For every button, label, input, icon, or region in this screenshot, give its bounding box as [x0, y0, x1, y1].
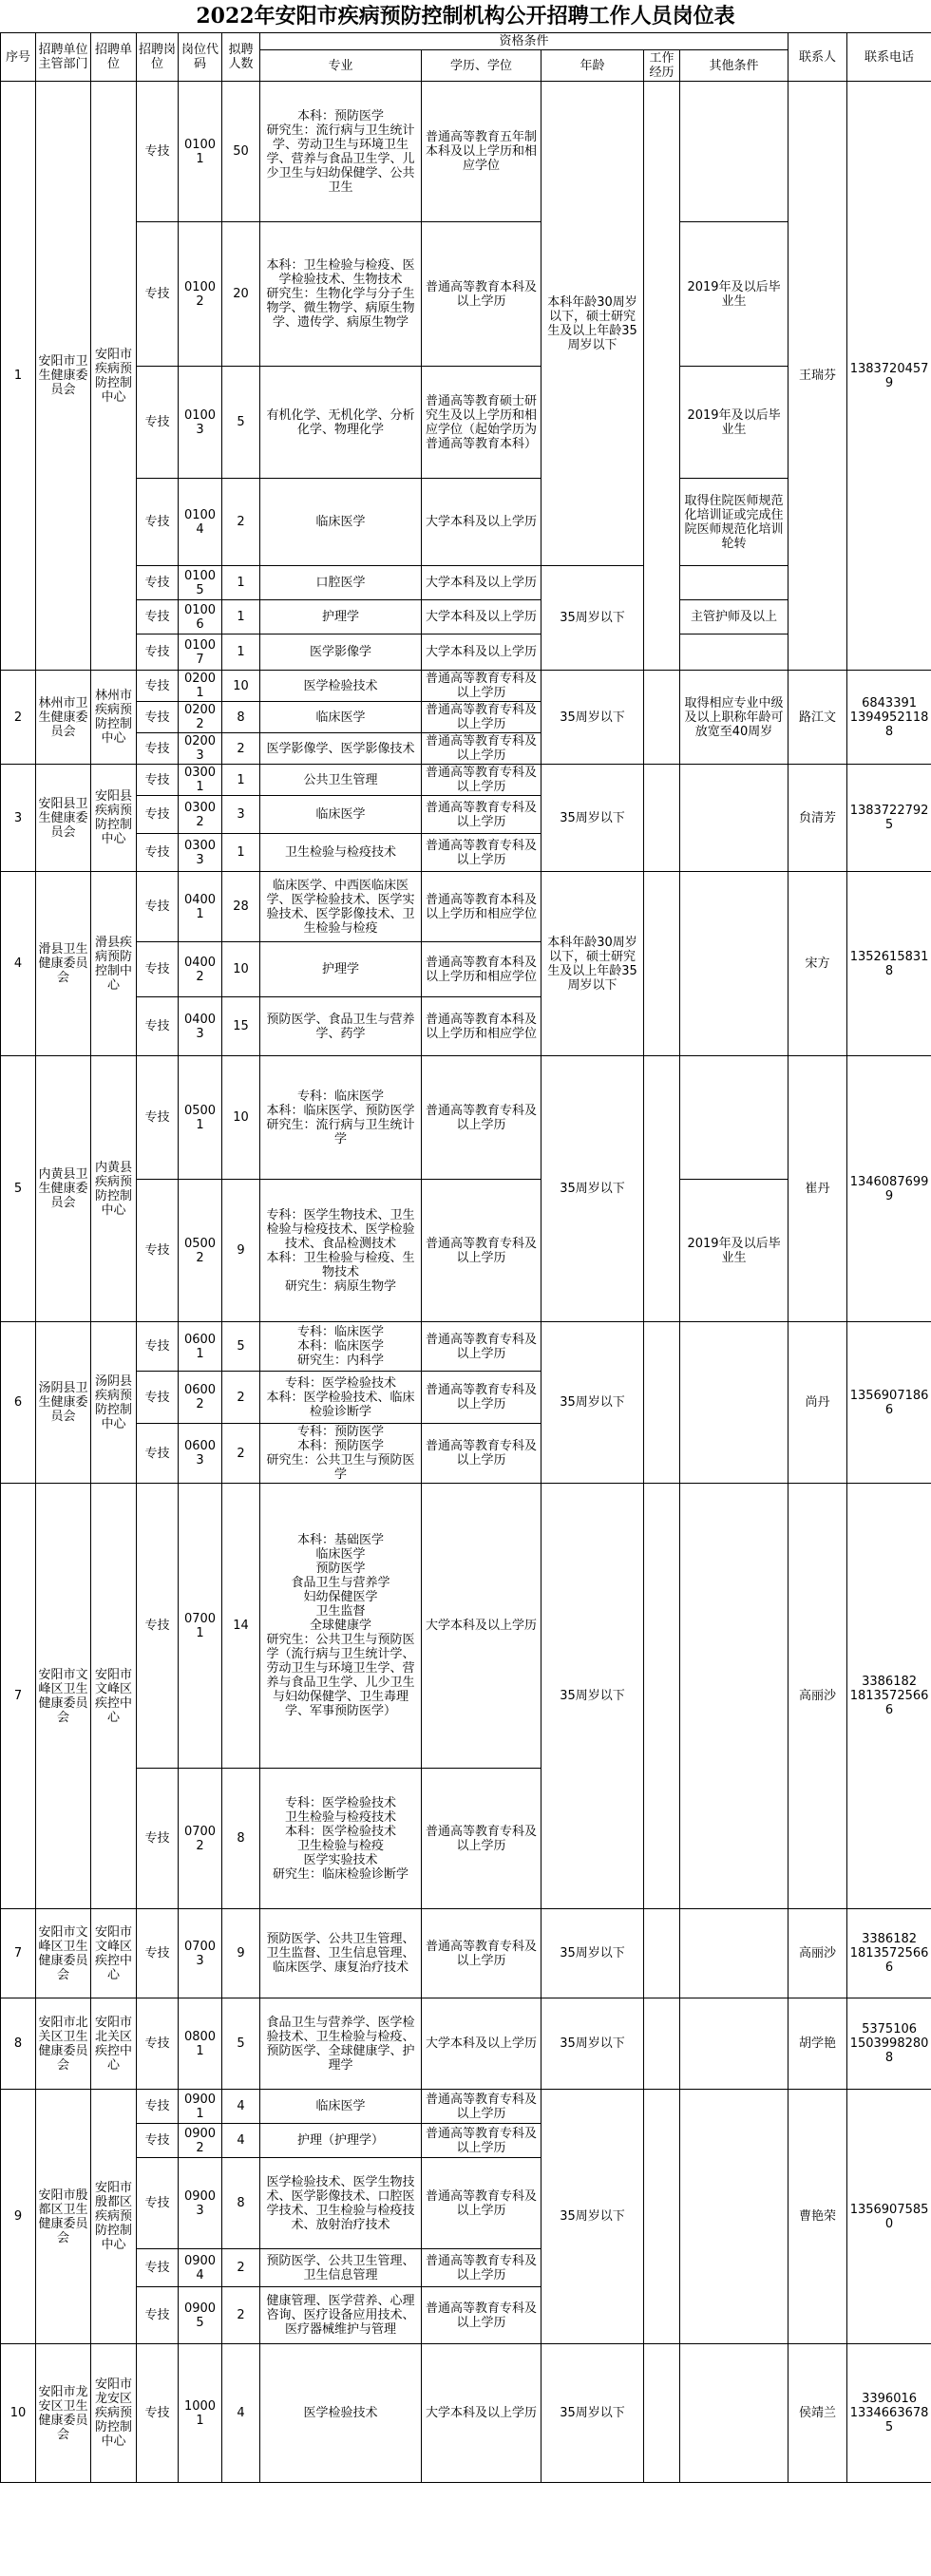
code-cell: 10001 [179, 2344, 222, 2483]
experience-cell [644, 765, 680, 872]
post-cell: 专技 [137, 796, 179, 834]
post-cell: 专技 [137, 1180, 179, 1322]
experience-cell [644, 82, 680, 671]
experience-cell [644, 2344, 680, 2483]
other-conditions-cell: 2019年及以后毕业生 [680, 222, 788, 367]
unit-cell: 内黄县疾病预防控制中心 [91, 1056, 137, 1322]
other-conditions-cell: 取得相应专业中级及以上职称年龄可放宽至40周岁 [680, 671, 788, 765]
phone-cell: 3396016 13346636785 [847, 2344, 931, 2483]
age-cell: 35周岁以下 [542, 1998, 644, 2090]
contact-cell: 尚丹 [788, 1322, 847, 1484]
code-cell: 01007 [179, 635, 222, 671]
age-cell: 本科年龄30周岁以下，硕士研究生及以上年龄35周岁以下 [542, 82, 644, 566]
phone-cell: 13569075850 [847, 2090, 931, 2344]
edu-cell: 普通高等教育本科及以上学历和相应学位 [422, 997, 542, 1056]
code-cell: 07001 [179, 1484, 222, 1769]
code-cell: 06002 [179, 1372, 222, 1424]
age-cell: 35周岁以下 [542, 671, 644, 765]
post-cell: 专技 [137, 82, 179, 222]
num-cell: 14 [222, 1484, 260, 1769]
table-row [1, 765, 931, 796]
unit-cell: 安阳市龙安区疾病预防控制中心 [91, 2344, 137, 2483]
header-post: 招聘岗位 [137, 33, 179, 82]
code-cell: 04002 [179, 942, 222, 997]
major-cell: 医学检验技术 [260, 671, 422, 702]
dept-cell: 汤阴县卫生健康委员会 [36, 1322, 91, 1484]
experience-cell [644, 1322, 680, 1484]
seq-cell: 7 [1, 1909, 36, 1998]
num-cell: 8 [222, 2158, 260, 2249]
code-cell: 05001 [179, 1056, 222, 1180]
edu-cell: 普通高等教育五年制本科及以上学历和相应学位 [422, 82, 542, 222]
dept-cell: 安阳县卫生健康委员会 [36, 765, 91, 872]
edu-cell: 普通高等教育本科及以上学历和相应学位 [422, 872, 542, 942]
num-cell: 10 [222, 671, 260, 702]
major-cell: 公共卫生管理 [260, 765, 422, 796]
unit-cell: 安阳市文峰区疾控中心 [91, 1484, 137, 1909]
num-cell: 8 [222, 1769, 260, 1909]
code-cell: 09002 [179, 2124, 222, 2158]
num-cell: 10 [222, 942, 260, 997]
num-cell: 4 [222, 2344, 260, 2483]
unit-cell: 安阳市北关区疾控中心 [91, 1998, 137, 2090]
edu-cell: 普通高等教育专科及以上学历 [422, 1322, 542, 1372]
num-cell: 1 [222, 765, 260, 796]
edu-cell: 普通高等教育专科及以上学历 [422, 2124, 542, 2158]
other-conditions-cell: 2019年及以后毕业生 [680, 1180, 788, 1322]
seq-cell: 6 [1, 1322, 36, 1484]
edu-cell: 大学本科及以上学历 [422, 1484, 542, 1769]
experience-cell [644, 2090, 680, 2344]
age-cell: 35周岁以下 [542, 1056, 644, 1322]
code-cell: 09005 [179, 2287, 222, 2344]
edu-cell: 大学本科及以上学历 [422, 1998, 542, 2090]
major-cell: 本科：预防医学 研究生：流行病与卫生统计学、劳动卫生与环境卫生学、营养与食品卫生学、儿少卫生与妇幼保健学、公共卫生 [260, 82, 422, 222]
experience-cell [644, 671, 680, 765]
edu-cell: 普通高等教育专科及以上学历 [422, 2287, 542, 2344]
edu-cell: 普通高等教育专科及以上学历 [422, 1424, 542, 1484]
post-cell: 专技 [137, 222, 179, 367]
phone-cell: 13460876999 [847, 1056, 931, 1322]
age-cell: 35周岁以下 [542, 1909, 644, 1998]
dept-cell: 安阳市北关区卫生健康委员会 [36, 1998, 91, 2090]
num-cell: 2 [222, 479, 260, 566]
dept-cell: 安阳市文峰区卫生健康委员会 [36, 1909, 91, 1998]
code-cell: 09003 [179, 2158, 222, 2249]
edu-cell: 大学本科及以上学历 [422, 600, 542, 635]
page-title: 2022年安阳市疾病预防控制机构公开招聘工作人员岗位表 [196, 4, 735, 28]
num-cell: 9 [222, 1909, 260, 1998]
seq-cell: 2 [1, 671, 36, 765]
code-cell: 03001 [179, 765, 222, 796]
other-conditions-cell: 2019年及以后毕业生 [680, 367, 788, 479]
header-unit: 招聘单位 [91, 33, 137, 82]
num-cell: 9 [222, 1180, 260, 1322]
post-cell: 专技 [137, 702, 179, 733]
experience-cell [644, 1056, 680, 1322]
code-cell: 09004 [179, 2249, 222, 2287]
major-cell: 临床医学、中西医临床医学、医学检验技术、医学实验技术、医学影像技术、卫生检验与检疫 [260, 872, 422, 942]
header-other: 其他条件 [680, 50, 788, 82]
age-cell: 35周岁以下 [542, 765, 644, 872]
num-cell: 1 [222, 600, 260, 635]
code-cell: 03002 [179, 796, 222, 834]
header-seq: 序号 [1, 33, 36, 82]
post-cell: 专技 [137, 479, 179, 566]
edu-cell: 普通高等教育专科及以上学历 [422, 2090, 542, 2124]
phone-cell: 13526158318 [847, 872, 931, 1056]
contact-cell: 侯靖兰 [788, 2344, 847, 2483]
other-conditions-cell [680, 1322, 788, 1484]
num-cell: 1 [222, 635, 260, 671]
age-cell: 35周岁以下 [542, 2090, 644, 2344]
phone-cell: 3386182 18135725666 [847, 1484, 931, 1909]
num-cell: 50 [222, 82, 260, 222]
edu-cell: 普通高等教育专科及以上学历 [422, 1769, 542, 1909]
major-cell: 卫生检验与检疫技术 [260, 834, 422, 872]
header-exp: 工作经历 [644, 50, 680, 82]
major-cell: 护理学 [260, 942, 422, 997]
post-cell: 专技 [137, 2344, 179, 2483]
unit-cell: 安阳市文峰区疾控中心 [91, 1909, 137, 1998]
age-cell: 本科年龄30周岁以下，硕士研究生及以上年龄35周岁以下 [542, 872, 644, 1056]
num-cell: 15 [222, 997, 260, 1056]
post-cell: 专技 [137, 2090, 179, 2124]
edu-cell: 普通高等教育专科及以上学历 [422, 733, 542, 765]
post-cell: 专技 [137, 566, 179, 600]
edu-cell: 普通高等教育专科及以上学历 [422, 796, 542, 834]
major-cell: 专科：医学生物技术、卫生检验与检疫技术、医学检验技术、食品检测技术 本科：卫生检验与检疫、生物技术 研究生：病原生物学 [260, 1180, 422, 1322]
code-cell: 01004 [179, 479, 222, 566]
unit-cell: 汤阴县疾病预防控制中心 [91, 1322, 137, 1484]
header-age: 年龄 [542, 50, 644, 82]
edu-cell: 普通高等教育专科及以上学历 [422, 765, 542, 796]
code-cell: 01002 [179, 222, 222, 367]
code-cell: 04003 [179, 997, 222, 1056]
contact-cell: 胡学艳 [788, 1998, 847, 2090]
post-cell: 专技 [137, 942, 179, 997]
contact-cell: 王瑞芬 [788, 82, 847, 671]
seq-cell: 1 [1, 82, 36, 671]
phone-cell: 13837204579 [847, 82, 931, 671]
major-cell: 临床医学 [260, 796, 422, 834]
contact-cell: 贠清芳 [788, 765, 847, 872]
table-row [1, 82, 931, 222]
code-cell: 01006 [179, 600, 222, 635]
code-cell: 02002 [179, 702, 222, 733]
contact-cell: 宋方 [788, 872, 847, 1056]
edu-cell: 大学本科及以上学历 [422, 2344, 542, 2483]
table-row [1, 2344, 931, 2483]
post-cell: 专技 [137, 997, 179, 1056]
age-cell: 35周岁以下 [542, 2344, 644, 2483]
major-cell: 临床医学 [260, 2090, 422, 2124]
seq-cell: 9 [1, 2090, 36, 2344]
header-code: 岗位代码 [179, 33, 222, 82]
post-cell: 专技 [137, 2158, 179, 2249]
major-cell: 有机化学、无机化学、分析化学、物理化学 [260, 367, 422, 479]
edu-cell: 普通高等教育专科及以上学历 [422, 1180, 542, 1322]
unit-cell: 林州市疾病预防控制中心 [91, 671, 137, 765]
code-cell: 08001 [179, 1998, 222, 2090]
other-conditions-cell [680, 82, 788, 222]
code-cell: 04001 [179, 872, 222, 942]
table-row [1, 872, 931, 942]
num-cell: 4 [222, 2090, 260, 2124]
post-cell: 专技 [137, 1322, 179, 1372]
table-row [1, 1056, 931, 1180]
header-dept: 招聘单位主管部门 [36, 33, 91, 82]
contact-cell: 曹艳荣 [788, 2090, 847, 2344]
other-conditions-cell [680, 1484, 788, 1909]
major-cell: 预防医学、食品卫生与营养学、药学 [260, 997, 422, 1056]
dept-cell: 内黄县卫生健康委员会 [36, 1056, 91, 1322]
table-row [1, 1909, 931, 1998]
unit-cell: 安阳市疾病预防控制中心 [91, 82, 137, 671]
major-cell: 预防医学、公共卫生管理、卫生信息管理 [260, 2249, 422, 2287]
code-cell: 02003 [179, 733, 222, 765]
other-conditions-cell [680, 1998, 788, 2090]
other-conditions-cell [680, 1909, 788, 1998]
num-cell: 20 [222, 222, 260, 367]
post-cell: 专技 [137, 1372, 179, 1424]
contact-cell: 高丽沙 [788, 1909, 847, 1998]
header-qualifications: 资格条件 [260, 33, 788, 50]
phone-cell: 3386182 18135725666 [847, 1909, 931, 1998]
edu-cell: 大学本科及以上学历 [422, 566, 542, 600]
age-cell: 35周岁以下 [542, 566, 644, 671]
num-cell: 5 [222, 367, 260, 479]
num-cell: 2 [222, 2287, 260, 2344]
post-cell: 专技 [137, 600, 179, 635]
edu-cell: 大学本科及以上学历 [422, 479, 542, 566]
major-cell: 专科：临床医学 本科：临床医学、预防医学 研究生：流行病与卫生统计学 [260, 1056, 422, 1180]
edu-cell: 大学本科及以上学历 [422, 635, 542, 671]
major-cell: 健康管理、医学营养、心理咨询、医疗设备应用技术、医疗器械维护与管理 [260, 2287, 422, 2344]
post-cell: 专技 [137, 2124, 179, 2158]
code-cell: 01005 [179, 566, 222, 600]
header-edu: 学历、学位 [422, 50, 542, 82]
seq-cell: 5 [1, 1056, 36, 1322]
edu-cell: 普通高等教育本科及以上学历 [422, 222, 542, 367]
other-conditions-cell [680, 635, 788, 671]
dept-cell: 滑县卫生健康委员会 [36, 872, 91, 1056]
code-cell: 06001 [179, 1322, 222, 1372]
major-cell: 专科：临床医学 本科：临床医学 研究生：内科学 [260, 1322, 422, 1372]
post-cell: 专技 [137, 1909, 179, 1998]
edu-cell: 普通高等教育专科及以上学历 [422, 2158, 542, 2249]
seq-cell: 4 [1, 872, 36, 1056]
edu-cell: 普通高等教育专科及以上学历 [422, 671, 542, 702]
edu-cell: 普通高等教育专科及以上学历 [422, 834, 542, 872]
edu-cell: 普通高等教育专科及以上学历 [422, 1372, 542, 1424]
major-cell: 医学影像学、医学影像技术 [260, 733, 422, 765]
major-cell: 临床医学 [260, 479, 422, 566]
major-cell: 预防医学、公共卫生管理、卫生监督、卫生信息管理、临床医学、康复治疗技术 [260, 1909, 422, 1998]
num-cell: 3 [222, 796, 260, 834]
other-conditions-cell [680, 1056, 788, 1180]
code-cell: 05002 [179, 1180, 222, 1322]
code-cell: 07002 [179, 1769, 222, 1909]
experience-cell [644, 1998, 680, 2090]
seq-cell: 8 [1, 1998, 36, 2090]
major-cell: 医学检验技术 [260, 2344, 422, 2483]
header-major: 专业 [260, 50, 422, 82]
major-cell: 护理（护理学） [260, 2124, 422, 2158]
contact-cell: 路江文 [788, 671, 847, 765]
post-cell: 专技 [137, 765, 179, 796]
major-cell: 专科：医学检验技术 本科：医学检验技术、临床检验诊断学 [260, 1372, 422, 1424]
other-conditions-cell [680, 566, 788, 600]
code-cell: 01001 [179, 82, 222, 222]
major-cell: 医学检验技术、医学生物技术、医学影像技术、口腔医学技术、卫生检验与检疫技术、放射治疗技术 [260, 2158, 422, 2249]
dept-cell: 安阳市文峰区卫生健康委员会 [36, 1484, 91, 1909]
num-cell: 8 [222, 702, 260, 733]
edu-cell: 普通高等教育硕士研究生及以上学历和相应学位（起始学历为普通高等教育本科） [422, 367, 542, 479]
dept-cell: 林州市卫生健康委员会 [36, 671, 91, 765]
header-phone: 联系电话 [847, 33, 931, 82]
phone-cell: 6843391 13949521188 [847, 671, 931, 765]
code-cell: 03003 [179, 834, 222, 872]
post-cell: 专技 [137, 872, 179, 942]
major-cell: 护理学 [260, 600, 422, 635]
seq-cell: 7 [1, 1484, 36, 1909]
code-cell: 09001 [179, 2090, 222, 2124]
unit-cell: 安阳县疾病预防控制中心 [91, 765, 137, 872]
post-cell: 专技 [137, 1769, 179, 1909]
num-cell: 1 [222, 834, 260, 872]
post-cell: 专技 [137, 1998, 179, 2090]
other-conditions-cell [680, 2344, 788, 2483]
major-cell: 食品卫生与营养学、医学检验技术、卫生检验与检疫、预防医学、全球健康学、护理学 [260, 1998, 422, 2090]
age-cell: 35周岁以下 [542, 1484, 644, 1909]
post-cell: 专技 [137, 1424, 179, 1484]
age-cell: 35周岁以下 [542, 1322, 644, 1484]
post-cell: 专技 [137, 834, 179, 872]
num-cell: 2 [222, 733, 260, 765]
dept-cell: 安阳市殷都区卫生健康委员会 [36, 2090, 91, 2344]
major-cell: 专科：医学检验技术 卫生检验与检疫技术 本科：医学检验技术 卫生检验与检疫 医学实验技术 研究生：临床检验诊断学 [260, 1769, 422, 1909]
edu-cell: 普通高等教育专科及以上学历 [422, 1056, 542, 1180]
code-cell: 01003 [179, 367, 222, 479]
major-cell: 口腔医学 [260, 566, 422, 600]
unit-cell: 安阳市殷都区疾病预防控制中心 [91, 2090, 137, 2344]
num-cell: 5 [222, 1998, 260, 2090]
other-conditions-cell [680, 765, 788, 872]
other-conditions-cell: 取得住院医师规范化培训证或完成住院医师规范化培训轮转 [680, 479, 788, 566]
phone-cell: 13569071866 [847, 1322, 931, 1484]
header-contact: 联系人 [788, 33, 847, 82]
post-cell: 专技 [137, 671, 179, 702]
num-cell: 28 [222, 872, 260, 942]
post-cell: 专技 [137, 1056, 179, 1180]
experience-cell [644, 872, 680, 1056]
num-cell: 10 [222, 1056, 260, 1180]
post-cell: 专技 [137, 635, 179, 671]
dept-cell: 安阳市卫生健康委员会 [36, 82, 91, 671]
contact-cell: 高丽沙 [788, 1484, 847, 1909]
experience-cell [644, 1909, 680, 1998]
phone-cell: 13837227925 [847, 765, 931, 872]
dept-cell: 安阳市龙安区卫生健康委员会 [36, 2344, 91, 2483]
experience-cell [644, 1484, 680, 1909]
edu-cell: 普通高等教育专科及以上学历 [422, 1909, 542, 1998]
other-conditions-cell [680, 2090, 788, 2344]
table-row [1, 2090, 931, 2124]
seq-cell: 10 [1, 2344, 36, 2483]
table-row [1, 1484, 931, 1769]
num-cell: 1 [222, 566, 260, 600]
num-cell: 4 [222, 2124, 260, 2158]
edu-cell: 普通高等教育专科及以上学历 [422, 702, 542, 733]
unit-cell: 滑县疾病预防控制中心 [91, 872, 137, 1056]
num-cell: 5 [222, 1322, 260, 1372]
other-conditions-cell: 主管护师及以上 [680, 600, 788, 635]
phone-cell: 5375106 15039982808 [847, 1998, 931, 2090]
num-cell: 2 [222, 2249, 260, 2287]
num-cell: 2 [222, 1372, 260, 1424]
table-row [1, 671, 931, 702]
major-cell: 本科：卫生检验与检疫、医学检验技术、生物技术 研究生：生物化学与分子生物学、微生物学、病原生物学、遗传学、病原生物学 [260, 222, 422, 367]
other-conditions-cell [680, 872, 788, 1056]
post-cell: 专技 [137, 733, 179, 765]
contact-cell: 崔丹 [788, 1056, 847, 1322]
major-cell: 医学影像学 [260, 635, 422, 671]
major-cell: 临床医学 [260, 702, 422, 733]
post-cell: 专技 [137, 1484, 179, 1769]
table-row [1, 1322, 931, 1372]
major-cell: 本科：基础医学 临床医学 预防医学 食品卫生与营养学 妇幼保健医学 卫生监督 全球健康学 研究生：公共卫生与预防医学（流行病与卫生统计学、劳动卫生与环境卫生学、营养与食品卫生学、儿少卫生与妇幼保健学、卫生毒理学、军事预防医学） [260, 1484, 422, 1769]
edu-cell: 普通高等教育本科及以上学历和相应学位 [422, 942, 542, 997]
code-cell: 02001 [179, 671, 222, 702]
post-cell: 专技 [137, 2287, 179, 2344]
post-cell: 专技 [137, 367, 179, 479]
code-cell: 06003 [179, 1424, 222, 1484]
major-cell: 专科：预防医学 本科：预防医学 研究生：公共卫生与预防医学 [260, 1424, 422, 1484]
positions-table [0, 32, 931, 2483]
edu-cell: 普通高等教育专科及以上学历 [422, 2249, 542, 2287]
code-cell: 07003 [179, 1909, 222, 1998]
table-row [1, 1998, 931, 2090]
header-num: 拟聘人数 [222, 33, 260, 82]
post-cell: 专技 [137, 2249, 179, 2287]
num-cell: 2 [222, 1424, 260, 1484]
seq-cell: 3 [1, 765, 36, 872]
